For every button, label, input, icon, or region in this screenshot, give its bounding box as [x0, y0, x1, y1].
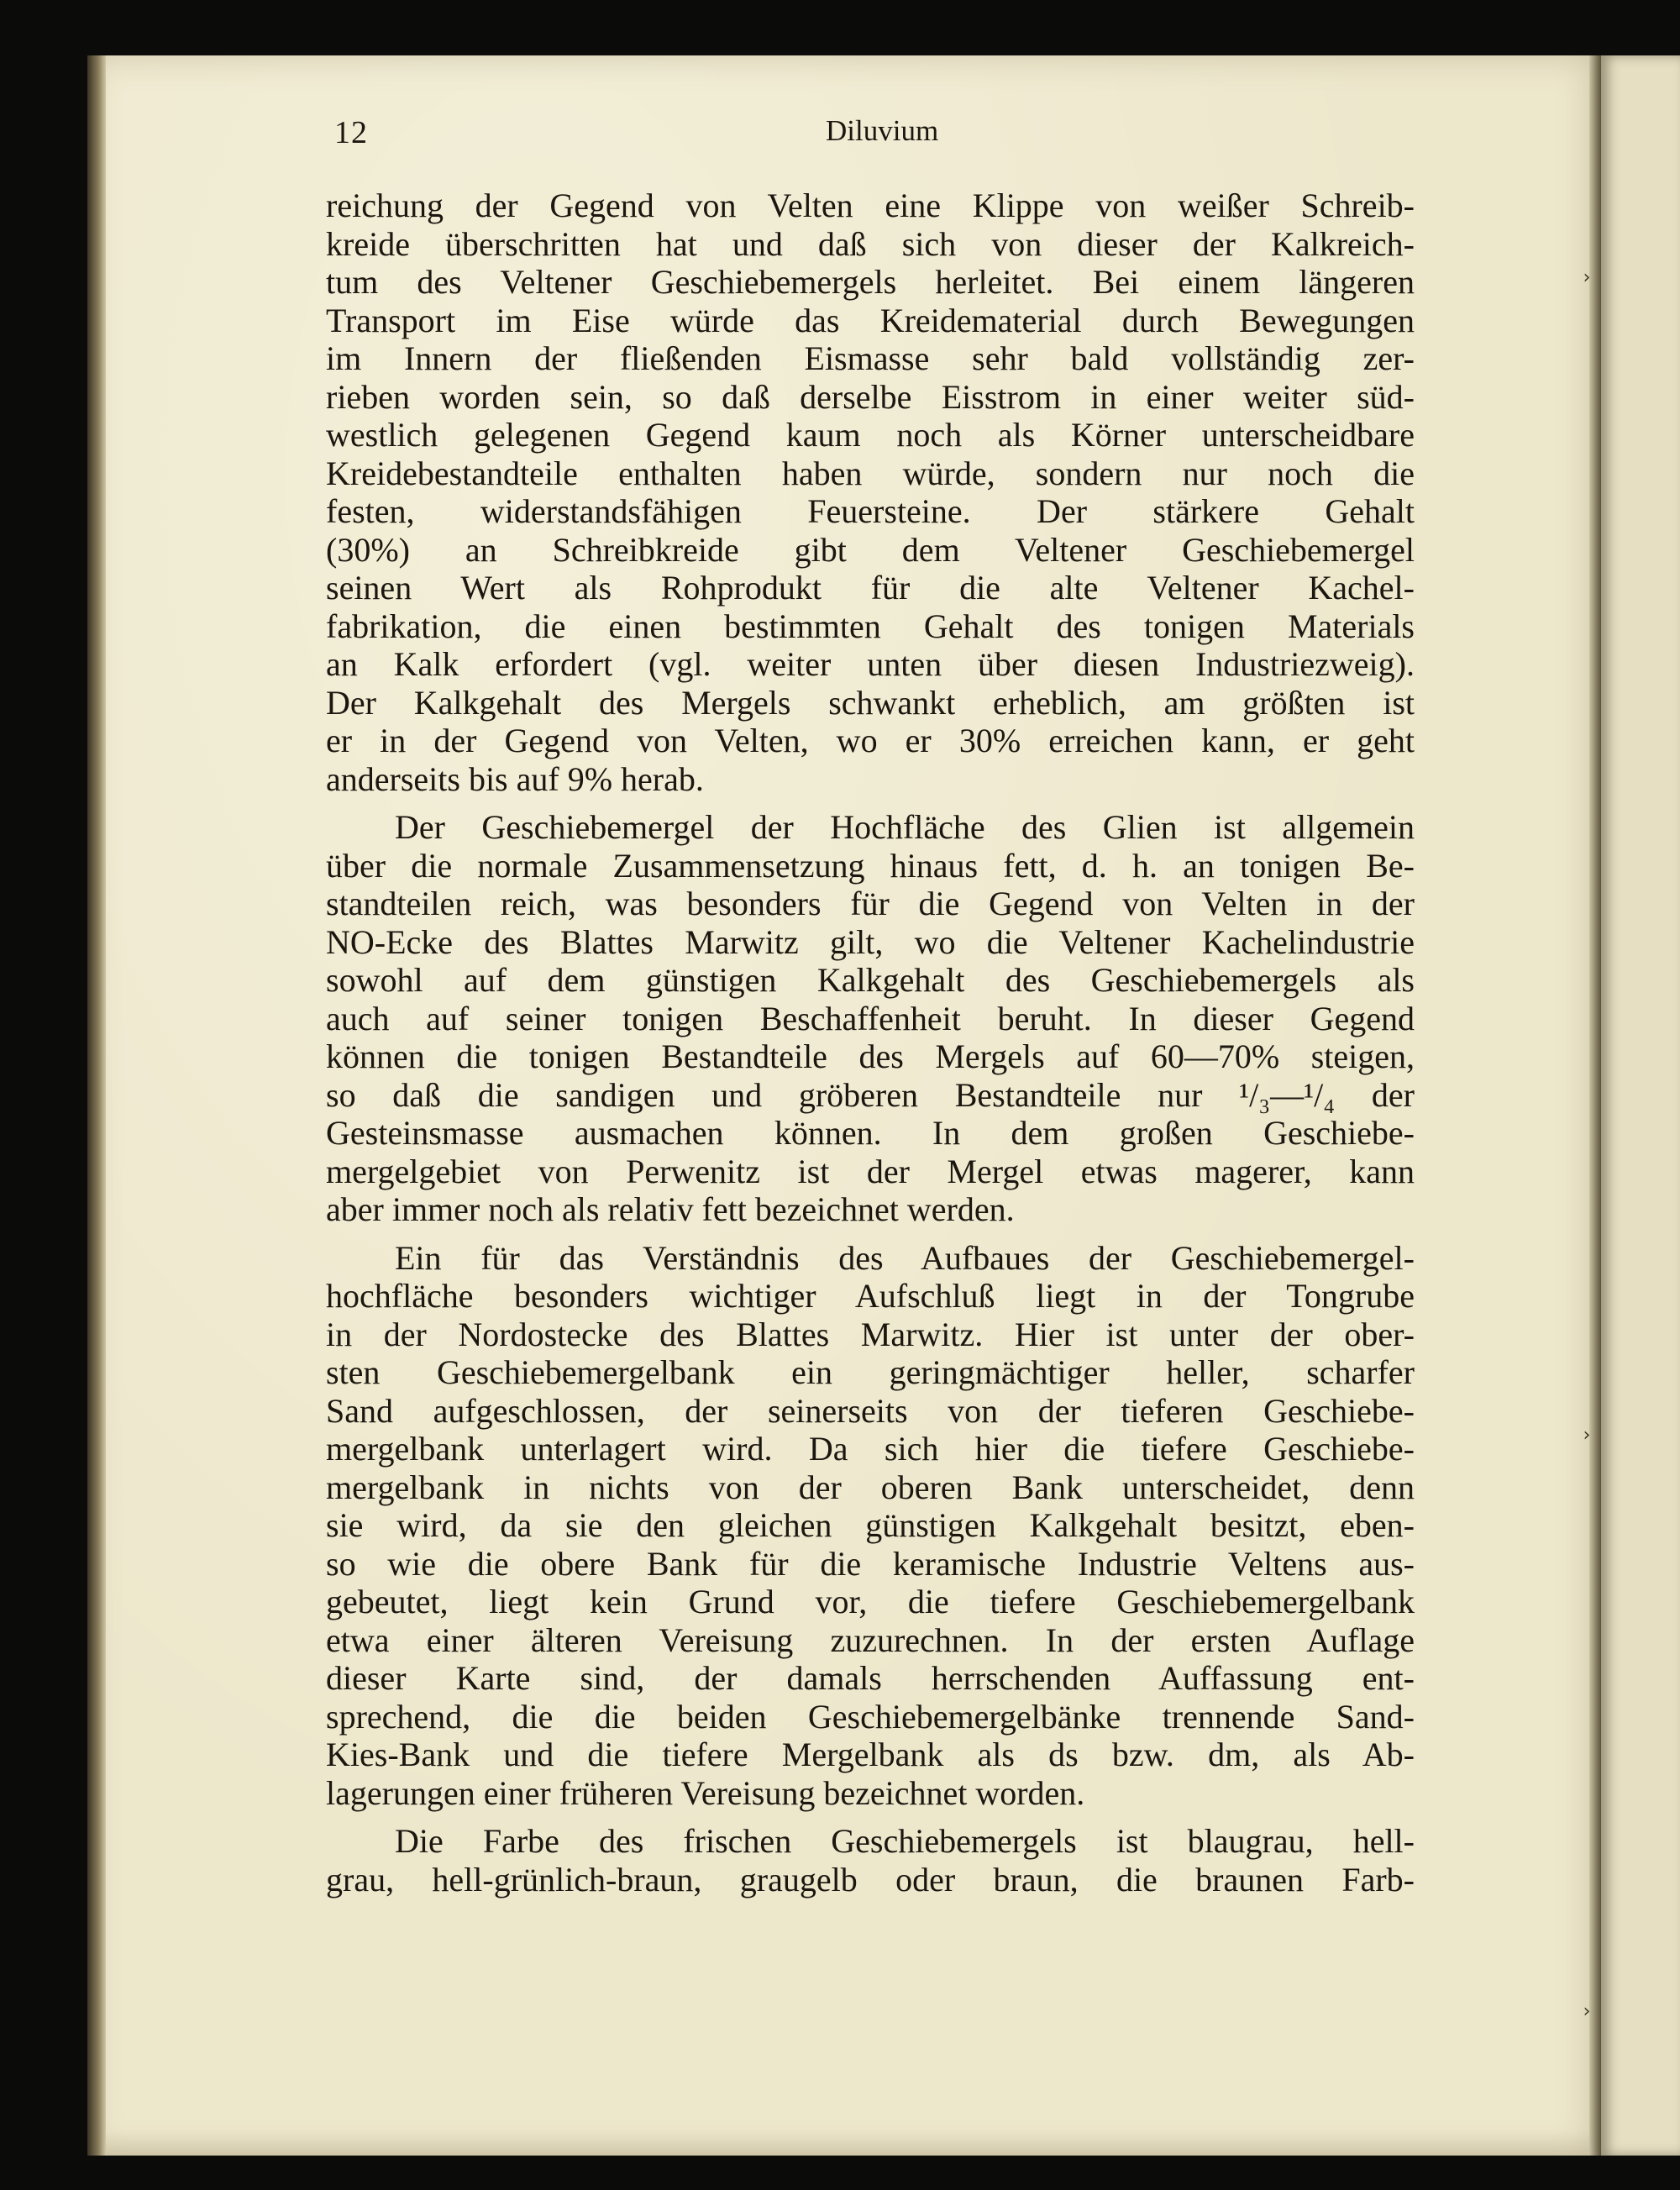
page-gutter-shadow — [87, 55, 106, 2156]
paragraph — [326, 1239, 1415, 1813]
text-line: rieben worden sein, so daß derselbe Eisstrom in einer weiter süd- — [326, 377, 1415, 416]
text-line: gebeutet, liegt kein Grund vor, die tiefere Geschiebemergelbank — [326, 1583, 1415, 1620]
text-line: standteilen reich, was besonders für die Gegend von Velten in der — [326, 885, 1415, 922]
text-line: sowohl auf dem günstigen Kalkgehalt des Geschiebemergels als — [326, 961, 1415, 999]
text-line: Gesteinsmasse ausmachen können. In dem großen Geschiebe- — [326, 1114, 1415, 1152]
text-line: Der Geschiebemergel der Hochfläche des Glien ist allgemein — [395, 808, 1415, 846]
body-text — [326, 186, 1415, 1899]
text-line: (30%) an Schreibkreide gibt dem Veltener Geschiebemergel — [326, 530, 1415, 569]
paragraph — [326, 1822, 1415, 1899]
text-line: mergelbank unterlagert wird. Da sich hier die tiefere Geschiebe- — [326, 1430, 1415, 1468]
text-line: seinen Wert als Rohprodukt für die alte Veltener Kachel- — [326, 569, 1415, 607]
text-line: er in der Gegend von Velten, wo er 30% erreichen kann, er geht — [326, 722, 1415, 759]
text-line: dieser Karte sind, der damals herrschenden Auffassung ent- — [326, 1659, 1415, 1697]
text-line: aber immer noch als relativ fett bezeichnet werden. — [326, 1190, 1015, 1228]
page-edge — [1589, 55, 1601, 2156]
text-line: sie wird, da sie den gleichen günstigen Kalkgehalt besitzt, eben- — [326, 1506, 1415, 1544]
text-line: Kies-Bank und die tiefere Mergelbank als ds bzw. dm, als Ab- — [326, 1736, 1415, 1773]
text-line: an Kalk erfordert (vgl. weiter unten über diesen Industriezweig). — [326, 645, 1415, 683]
text-line: reichung der Gegend von Velten eine Klippe von weißer Schreib- — [326, 186, 1415, 224]
text-line: so wie die obere Bank für die keramische Industrie Veltens aus- — [326, 1544, 1415, 1583]
text-line: fabrikation, die einen bestimmten Gehalt des tonigen Materials — [326, 607, 1415, 645]
text-line: anderseits bis auf 9% herab. — [326, 759, 704, 798]
text-line: mergelgebiet von Perwenitz ist der Mergel etwas magerer, kann — [326, 1152, 1415, 1190]
text-line: Transport im Eise würde das Kreidematerial durch Bewegungen — [326, 301, 1415, 339]
text-line: Kreidebestandteile enthalten haben würde, sondern nur noch die — [326, 454, 1415, 492]
text-line: grau, hell-grünlich-braun, graugelb oder braun, die braunen Farb- — [326, 1860, 1415, 1899]
binding-thread-mark: › — [1583, 267, 1591, 288]
text-line: können die tonigen Bestandteile des Mergels auf 60—70% steigen, — [326, 1037, 1415, 1075]
text-line: in der Nordostecke des Blattes Marwitz. Hier ist unter der ober- — [326, 1315, 1415, 1353]
text-line: mergelbank in nichts von der oberen Bank unterscheidet, denn — [326, 1468, 1415, 1506]
binding-thread-mark: › — [1583, 2001, 1591, 2022]
text-line: so daß die sandigen und gröberen Bestandteile nur ¹/₃—¹/₄ der — [326, 1075, 1415, 1114]
page-number: 12 — [334, 115, 368, 150]
text-line: auch auf seiner tonigen Beschaffenheit beruht. In dieser Gegend — [326, 999, 1415, 1037]
running-head: Diluvium — [826, 114, 939, 147]
text-line: kreide überschritten hat und daß sich von dieser der Kalkreich- — [326, 224, 1415, 263]
text-line: etwa einer älteren Vereisung zuzurechnen. In der ersten Auflage — [326, 1620, 1415, 1659]
text-line: festen, widerstandsfähigen Feuersteine. Der stärkere Gehalt — [326, 492, 1415, 530]
text-line: im Innern der fließenden Eismasse sehr bald vollständig zer- — [326, 339, 1415, 377]
binding-thread-mark: › — [1583, 1425, 1591, 1446]
text-line: Die Farbe des frischen Geschiebemergels ist blaugrau, hell- — [395, 1822, 1415, 1860]
text-line: Sand aufgeschlossen, der seinerseits von der tieferen Geschiebe- — [326, 1391, 1415, 1430]
text-line: tum des Veltener Geschiebemergels herleitet. Bei einem längeren — [326, 263, 1415, 301]
facing-page-edge — [1601, 55, 1680, 2156]
paragraph — [326, 186, 1415, 798]
text-line: Der Kalkgehalt des Mergels schwankt erheblich, am größten ist — [326, 683, 1415, 722]
text-line: westlich gelegenen Gegend kaum noch als Körner unterscheidbare — [326, 416, 1415, 454]
text-line: lagerungen einer früheren Vereisung bezeichnet worden. — [326, 1773, 1085, 1812]
text-line: Ein für das Verständnis des Aufbaues der Geschiebemergel- — [395, 1238, 1415, 1277]
paragraph — [326, 808, 1415, 1229]
text-line: hochfläche besonders wichtiger Aufschluß liegt in der Tongrube — [326, 1277, 1415, 1315]
text-line: NO-Ecke des Blattes Marwitz gilt, wo die Veltener Kachelindustrie — [326, 922, 1415, 961]
text-line: sprechend, die die beiden Geschiebemergelbänke trennende Sand- — [326, 1697, 1415, 1736]
text-line: über die normale Zusammensetzung hinaus fett, d. h. an tonigen Be- — [326, 846, 1415, 885]
text-line: sten Geschiebemergelbank ein geringmächtiger heller, scharfer — [326, 1353, 1415, 1391]
